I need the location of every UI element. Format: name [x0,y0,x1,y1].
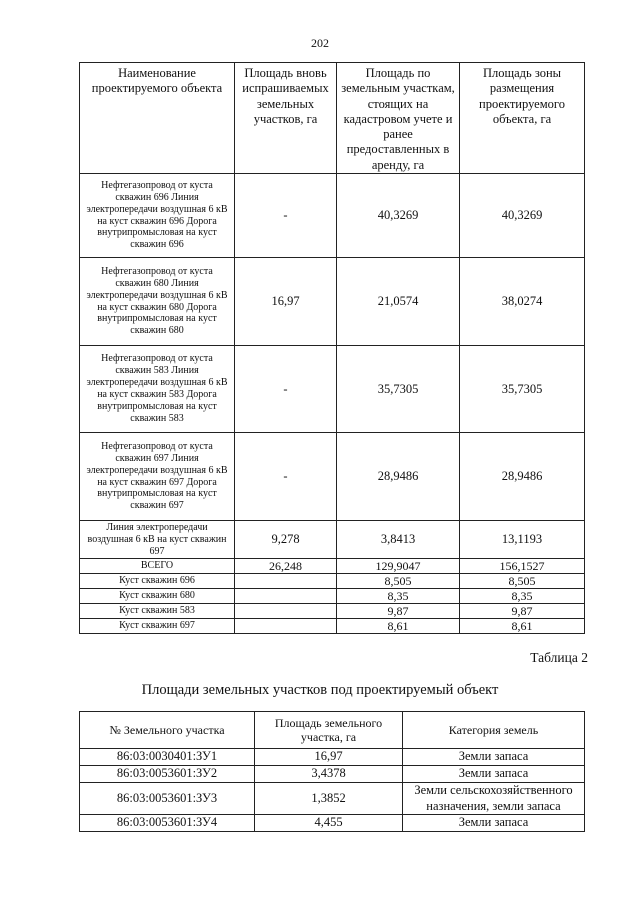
object-name-cell: Нефтегазопровод от куста скважин 697 Линия электропередачи воздушная 6 кВ на куст скважин 697 Дорога внутрипромысловая на куст скважин 697 [80,433,235,521]
land-category-cell: Земли запаса [403,749,585,766]
new-area-cell: - [235,346,337,433]
zone-area-cell: 38,0274 [460,258,585,346]
new-area-cell: 9,278 [235,521,337,559]
object-name-cell: Нефтегазопровод от куста скважин 680 Линия электропередачи воздушная 6 кВ на куст скважин 680 Дорога внутрипромысловая на куст скважин 680 [80,258,235,346]
zone-area-cell: 28,9486 [460,433,585,521]
page-number: 202 [311,36,329,50]
total-row [80,559,585,574]
table-row [80,604,585,619]
new-area-cell [235,604,337,619]
header-object-name: Наименование проектируемого объекта [80,63,235,174]
cadastral-area-cell: 35,7305 [337,346,460,433]
zone-area-cell: 35,7305 [460,346,585,433]
new-area-cell: - [235,174,337,258]
table-row [80,574,585,589]
plot-number-cell: 86:03:0053601:ЗУ4 [80,815,255,832]
table-row [80,258,585,346]
cadastral-area-cell: 8,505 [337,574,460,589]
plot-number-cell: 86:03:0053601:ЗУ3 [80,783,255,815]
table-row [80,619,585,634]
new-area-cell: - [235,433,337,521]
total-zone-area: 156,1527 [460,559,585,574]
zone-area-cell: 8,61 [460,619,585,634]
land-category-cell: Земли запаса [403,766,585,783]
zone-area-cell: 9,87 [460,604,585,619]
zone-area-cell: 8,35 [460,589,585,604]
plot-area-cell: 4,455 [255,815,403,832]
land-plots-table [79,711,585,832]
table-2-label: Таблица 2 [530,650,588,665]
pad-name-cell: Куст скважин 696 [80,574,235,589]
land-category-cell: Земли запаса [403,815,585,832]
total-label: ВСЕГО [80,559,235,574]
cadastral-area-cell: 3,8413 [337,521,460,559]
header-land-category: Категория земель [403,712,585,749]
zone-area-cell: 40,3269 [460,174,585,258]
total-cadastral-area: 129,9047 [337,559,460,574]
plot-number-cell: 86:03:0030401:ЗУ1 [80,749,255,766]
pad-name-cell: Куст скважин 680 [80,589,235,604]
plot-area-cell: 16,97 [255,749,403,766]
cadastral-area-cell: 8,35 [337,589,460,604]
cadastral-area-cell: 40,3269 [337,174,460,258]
cadastral-area-cell: 21,0574 [337,258,460,346]
object-name-cell: Нефтегазопровод от куста скважин 696 Линия электропередачи воздушная 6 кВ на куст скважин 696 Дорога внутрипромысловая на куст скважин 696 [80,174,235,258]
new-area-cell [235,574,337,589]
header-zone-area: Площадь зоны размещения проектируемого объекта, га [460,63,585,174]
cadastral-area-cell: 28,9486 [337,433,460,521]
header-new-area: Площадь вновь испрашиваемых земельных участков, га [235,63,337,174]
plot-area-cell: 3,4378 [255,766,403,783]
header-plot-area: Площадь земельного участка, га [255,712,403,749]
header-plot-number: № Земельного участка [80,712,255,749]
table-row [80,783,585,815]
table-2-title: Площади земельных участков под проектируемый объект [141,682,499,698]
object-name-cell: Линия электропередачи воздушная 6 кВ на куст скважин 697 [80,521,235,559]
new-area-cell [235,619,337,634]
cadastral-area-cell: 8,61 [337,619,460,634]
pad-name-cell: Куст скважин 583 [80,604,235,619]
zone-area-cell: 13,1193 [460,521,585,559]
table-row [80,346,585,433]
cadastral-area-cell: 9,87 [337,604,460,619]
table-row [80,521,585,559]
land-category-cell: Земли сельскохозяйственного назначения, земли запаса [403,783,585,815]
table-row [80,433,585,521]
table-row [80,749,585,766]
new-area-cell [235,589,337,604]
header-cadastral-area: Площадь по земельным участкам, стоящих на кадастровом учете и ранее предоставленных в аренду, га [337,63,460,174]
plot-number-cell: 86:03:0053601:ЗУ2 [80,766,255,783]
new-area-cell: 16,97 [235,258,337,346]
table-row [80,589,585,604]
table-header-row [80,63,585,174]
table-header-row [80,712,585,749]
land-area-table [79,62,585,634]
total-new-area: 26,248 [235,559,337,574]
pad-name-cell: Куст скважин 697 [80,619,235,634]
table-row [80,174,585,258]
zone-area-cell: 8,505 [460,574,585,589]
table-row [80,766,585,783]
table-row [80,815,585,832]
plot-area-cell: 1,3852 [255,783,403,815]
object-name-cell: Нефтегазопровод от куста скважин 583 Линия электропередачи воздушная 6 кВ на куст скважин 583 Дорога внутрипромысловая на куст скважин 583 [80,346,235,433]
